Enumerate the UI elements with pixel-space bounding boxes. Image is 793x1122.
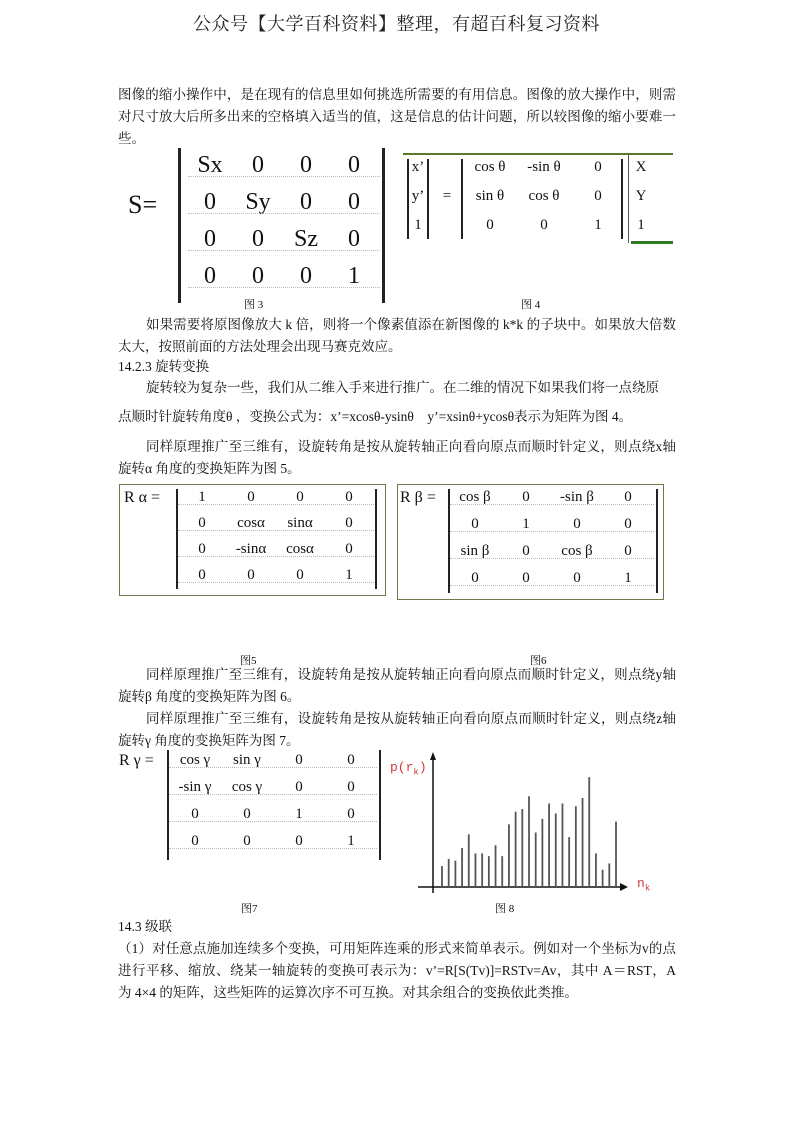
matrix-cell: 0 (191, 806, 199, 822)
x-axis-arrow-icon (620, 883, 628, 891)
matrix-cell: 0 (300, 263, 312, 289)
matrix-row-leader (169, 767, 377, 768)
matrix-cell: cos γ (179, 752, 211, 768)
matrix-cell: 1 (522, 516, 530, 532)
matrix-cell: -sin β (560, 489, 594, 505)
matrix-row-leader (178, 582, 374, 583)
matrix-cell: 0 (345, 489, 353, 505)
matrix-cell: 1 (295, 806, 303, 822)
matrix-label: R γ = (119, 752, 154, 769)
matrix-cell: cos θ (528, 188, 560, 204)
rhs-vector-cell: X (635, 159, 647, 175)
matrix-cell: Sz (294, 226, 318, 252)
matrix-cell: 0 (594, 188, 602, 204)
matrix-row-leader (169, 848, 377, 849)
matrix-label: R α = (124, 489, 161, 506)
matrix-cell: sin θ (475, 188, 505, 204)
matrix-right-bracket (375, 489, 377, 589)
matrix-row-leader (178, 530, 374, 531)
matrix-cell: 0 (348, 152, 360, 178)
matrix-row-leader (178, 504, 374, 505)
matrix-row-leader (450, 558, 654, 559)
rhs-divider (628, 155, 629, 243)
rhs-vector-cell: 1 (637, 217, 645, 233)
matrix-cell: -sin θ (527, 159, 561, 175)
matrix-cell: cosα (286, 541, 314, 557)
matrix-cell: cosα (237, 515, 265, 531)
matrix-cell: 0 (198, 515, 206, 531)
x-axis-label (637, 876, 650, 894)
matrix-cell: 1 (345, 567, 353, 583)
matrix-cell: 0 (624, 516, 632, 532)
matrix-label: S= (128, 190, 158, 219)
matrix-cell: 1 (348, 263, 360, 289)
matrix-cell: 0 (348, 226, 360, 252)
figure-3-scale-matrix (120, 148, 400, 311)
paragraph-rotation-intro: 旋转较为复杂一些，我们从二维入手来进行推广。在二维的情况下如果我们将一点绕原 (146, 380, 659, 395)
matrix-cell: 0 (345, 541, 353, 557)
matrix-cell: 0 (522, 489, 530, 505)
document-header: 公众号【大学百科资料】整理，有超百科复习资料 (193, 14, 600, 34)
matrix-cell: 0 (347, 779, 355, 795)
paragraph-enlarge-note: 如果需要将原图像放大 k 倍，则将一个像素值添在新图像的 k*k 的子块中。如果放大倍数太大，按照前面的方法处理会出现马赛克效应。 (118, 317, 676, 354)
matrix-cell: 0 (347, 752, 355, 768)
matrix-cell: cos θ (474, 159, 506, 175)
matrix-cell: sin β (460, 543, 490, 559)
paragraph-rotation-formula: 点顺时针旋转角度θ ，变换公式为：x’=xcosθ-ysinθ y’=xsinθ+ycosθ表示为矩阵为图 4。 (118, 409, 633, 424)
matrix-row-leader (188, 250, 380, 251)
lhs-vector-cell: x’ (411, 159, 425, 175)
matrix-row-leader (188, 176, 380, 177)
matrix-cell: 0 (296, 489, 304, 505)
figure-5-caption: 图5 (240, 655, 257, 667)
matrix-row-leader (188, 287, 380, 288)
matrix-label: R β = (400, 489, 436, 506)
matrix-cell: 0 (247, 567, 255, 583)
figure-7-z-rotation-matrix (119, 750, 384, 915)
matrix-cell: 0 (624, 489, 632, 505)
bottom-rule (631, 241, 673, 244)
matrix-cell: 0 (300, 152, 312, 178)
matrix-row-leader (450, 585, 654, 586)
matrix-cell: 0 (204, 189, 216, 215)
matrix-cell: 0 (348, 189, 360, 215)
equals-sign: = (442, 188, 452, 204)
matrix-cell: cos β (459, 489, 491, 505)
lhs-vector-cell: y’ (411, 188, 425, 204)
matrix-cell: 0 (247, 489, 255, 505)
matrix-cell: 0 (252, 152, 264, 178)
x-axis-label-subscript: k (644, 883, 651, 894)
matrix-cell: 0 (198, 541, 206, 557)
matrix-cell: Sx (197, 152, 223, 178)
matrix-cell: 0 (204, 263, 216, 289)
top-rule (403, 153, 673, 155)
matrix-cell: 0 (252, 263, 264, 289)
figure-8-caption: 图 8 (495, 903, 515, 915)
matrix-cell: 0 (296, 567, 304, 583)
matrix-cell: cos β (561, 543, 593, 559)
matrix-cell: 0 (295, 833, 303, 849)
figure-4-caption: 图 4 (521, 299, 541, 311)
figure-5-x-rotation-matrix (119, 484, 386, 596)
matrix-cell: 0 (345, 515, 353, 531)
matrix-right-bracket (382, 148, 385, 303)
figure-4-rotation-2d-matrix (403, 153, 675, 311)
figure-8-histogram (380, 750, 670, 920)
matrix-cell: 0 (295, 752, 303, 768)
matrix-right-bracket (656, 489, 658, 593)
matrix-cell: 0 (471, 516, 479, 532)
y-axis-label-subscript: k (413, 767, 419, 778)
section-heading-cascade: 14.3 级联 (118, 919, 172, 934)
paragraph-scaling-note: 图像的缩小操作中，是在现有的信息里如何挑选所需要的有用信息。图像的放大操作中，则需对尺寸放大后所多出来的空格填入适当的值，这是信息的估计问题，所以较图像的缩小要难一些。 (118, 87, 676, 146)
matrix-cell: 0 (243, 833, 251, 849)
x-axis-label-text: n (637, 876, 645, 891)
matrix-cell: Sy (245, 189, 271, 215)
paragraph-cascade: （1）对任意点施加连续多个变换，可用矩阵连乘的形式来简单表示。例如对一个坐标为v的点进行平移、缩放、绕某一轴旋转的变换可表示为：v’=R[S(Tv)]=RSTv=Av，其中 A＝RST，A 为 4×4 的矩阵，这些矩阵的运算次序不可互换。对其余组合的变换依此类推。 (118, 941, 676, 1000)
paragraph-y-rotation: 同样原理推广至三维有，设旋转角是按从旋转轴正向看向原点而顺时针定义，则点绕y轴旋转β 角度的变换矩阵为图 6。 (118, 667, 676, 704)
matrix-cell: 0 (252, 226, 264, 252)
matrix-left-bracket (178, 148, 181, 303)
matrix-cell: 0 (594, 159, 602, 175)
matrix-cell: 0 (243, 806, 251, 822)
matrix-cell: -sinα (235, 541, 267, 557)
paragraph-x-rotation: 同样原理推广至三维有，设旋转角是按从旋转轴正向看向原点而顺时针定义，则点绕x轴旋转α 角度的变换矩阵为图 5。 (118, 439, 676, 476)
matrix-row-leader (178, 556, 374, 557)
matrix-cell: 0 (471, 570, 479, 586)
matrix-row-leader (450, 504, 654, 505)
matrix-cell: 0 (624, 543, 632, 559)
matrix-cell: 0 (347, 806, 355, 822)
paragraph-z-rotation: 同样原理推广至三维有，设旋转角是按从旋转轴正向看向原点而顺时针定义，则点绕z轴旋转γ 角度的变换矩阵为图 7。 (118, 711, 676, 748)
figure-6-y-rotation-matrix (397, 484, 664, 600)
y-axis-label-close: ) (418, 760, 427, 775)
matrix-cell: 0 (522, 543, 530, 559)
matrix-cell: 0 (300, 189, 312, 215)
matrix-row-leader (169, 794, 377, 795)
lhs-vector-cell: 1 (414, 217, 422, 233)
matrix-cell: cos γ (231, 779, 263, 795)
rhs-vector-cell: Y (635, 188, 647, 204)
figure-3-caption: 图 3 (244, 299, 264, 311)
matrix-bracket (427, 159, 429, 239)
matrix-cell: 1 (624, 570, 632, 586)
matrix-cell: 0 (295, 779, 303, 795)
matrix-row-leader (450, 531, 654, 532)
y-axis-label (390, 760, 427, 778)
y-axis-label-text: p(r (390, 760, 414, 775)
figure-6-caption: 图6 (530, 655, 547, 667)
matrix-cell: 1 (594, 217, 602, 233)
matrix-cell: 1 (347, 833, 355, 849)
section-heading-rotation: 14.2.3 旋转变换 (118, 359, 210, 374)
matrix-cell: -sin γ (178, 779, 212, 795)
matrix-cell: 0 (198, 567, 206, 583)
matrix-cell: 0 (573, 570, 581, 586)
matrix-row-leader (188, 213, 380, 214)
y-axis-arrow-icon (430, 752, 436, 760)
matrix-cell: 0 (204, 226, 216, 252)
matrix-cell: sin γ (233, 752, 261, 768)
matrix-cell: 0 (573, 516, 581, 532)
matrix-row-leader (169, 821, 377, 822)
matrix-cell: 0 (522, 570, 530, 586)
matrix-cell: sinα (287, 515, 313, 531)
matrix-cell: 0 (486, 217, 494, 233)
figure-7-caption: 图7 (241, 903, 258, 915)
matrix-cell: 0 (540, 217, 548, 233)
matrix-cell: 0 (191, 833, 199, 849)
matrix-cell: 1 (198, 489, 206, 505)
